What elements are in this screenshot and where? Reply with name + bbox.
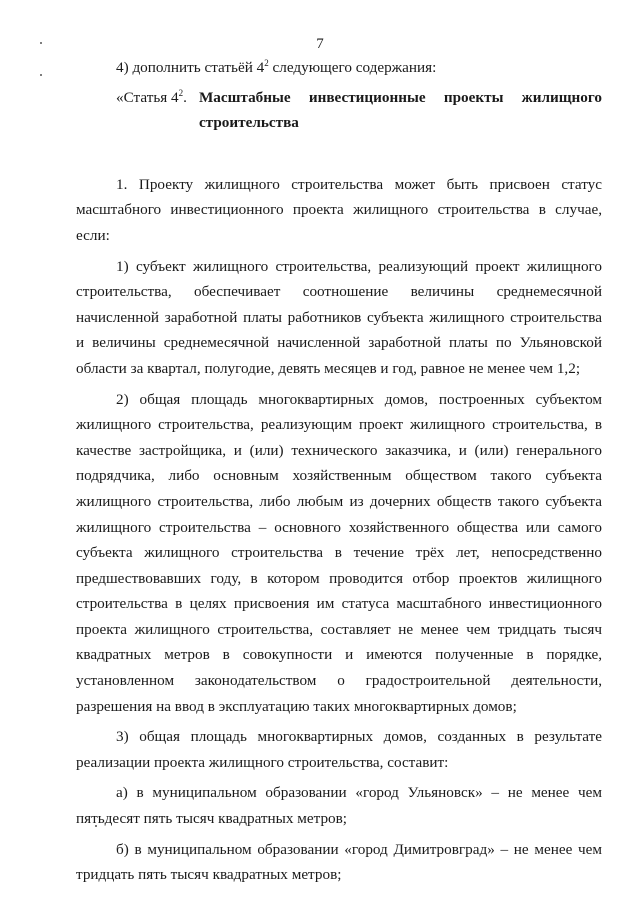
paragraph: 3) общая площадь многоквартирных домов, созданных в результате реализации проекта жилищного строительства, составит: (76, 728, 602, 771)
paragraph: 1. Проекту жилищного строительства может быть присвоен статус масштабного инвестиционного проекта жилищного строительства в случае, если: (76, 175, 602, 244)
article-heading (76, 85, 602, 136)
paragraph: 1) субъект жилищного строительства, реализующий проект жилищного строительства, обеспечивает соотношение величины среднемесячной начисленной заработной платы работников субъекта жилищного строительства и величины среднемесячной начисленной заработной платы по Ульяновской области за квартал, полугодие, девять месяцев и год, равное не менее чем 1,2; (76, 257, 602, 377)
paragraph: а) в муниципальном образовании «город Ульяновск» – не менее чем пятьдесят пять тысяч квадратных метров; (76, 784, 602, 828)
paragraph: б) в муниципальном образовании «город Димитровград» – не менее чем тридцать пять тысяч квадратных метров; (76, 840, 602, 884)
page-number: 7 (316, 36, 324, 52)
article-label: «Статья $4^2$. (116, 87, 187, 106)
article-title: Масштабные инвестиционные проекты жилищного строительства (198, 88, 602, 132)
spacer (76, 136, 602, 172)
scan-speck (40, 74, 42, 76)
intro-line: 4) дополнить статьёй $4^2$ следующего содержания: (116, 57, 437, 76)
paragraph: 2) общая площадь многоквартирных домов, построенных субъектом жилищного строительства, реализующим проект жилищного строительства, в качестве застройщика, и (или) технического заказчика, и (или) генерального подрядчика, либо основным хозяйственным обществом такого субъекта жилищного строительства, либо любым из дочерних обществ такого субъекта жилищного строительства – основного хозяйственного общества или самого субъекта жилищного строительства в течение трёх лет, непосредственно предшествовавших году, в котором проводится отбор проектов жилищного строительства в целях присвоения им статуса масштабного инвестиционного проекта жилищного строительства, составляет не менее чем тридцать тысяч квадратных метров в совокупности и имеются полученные в порядке, установленном законодательством о градостроительной деятельности, разрешения на ввод в эксплуатацию таких многоквартирных домов; (76, 390, 602, 715)
document-body (76, 55, 602, 888)
